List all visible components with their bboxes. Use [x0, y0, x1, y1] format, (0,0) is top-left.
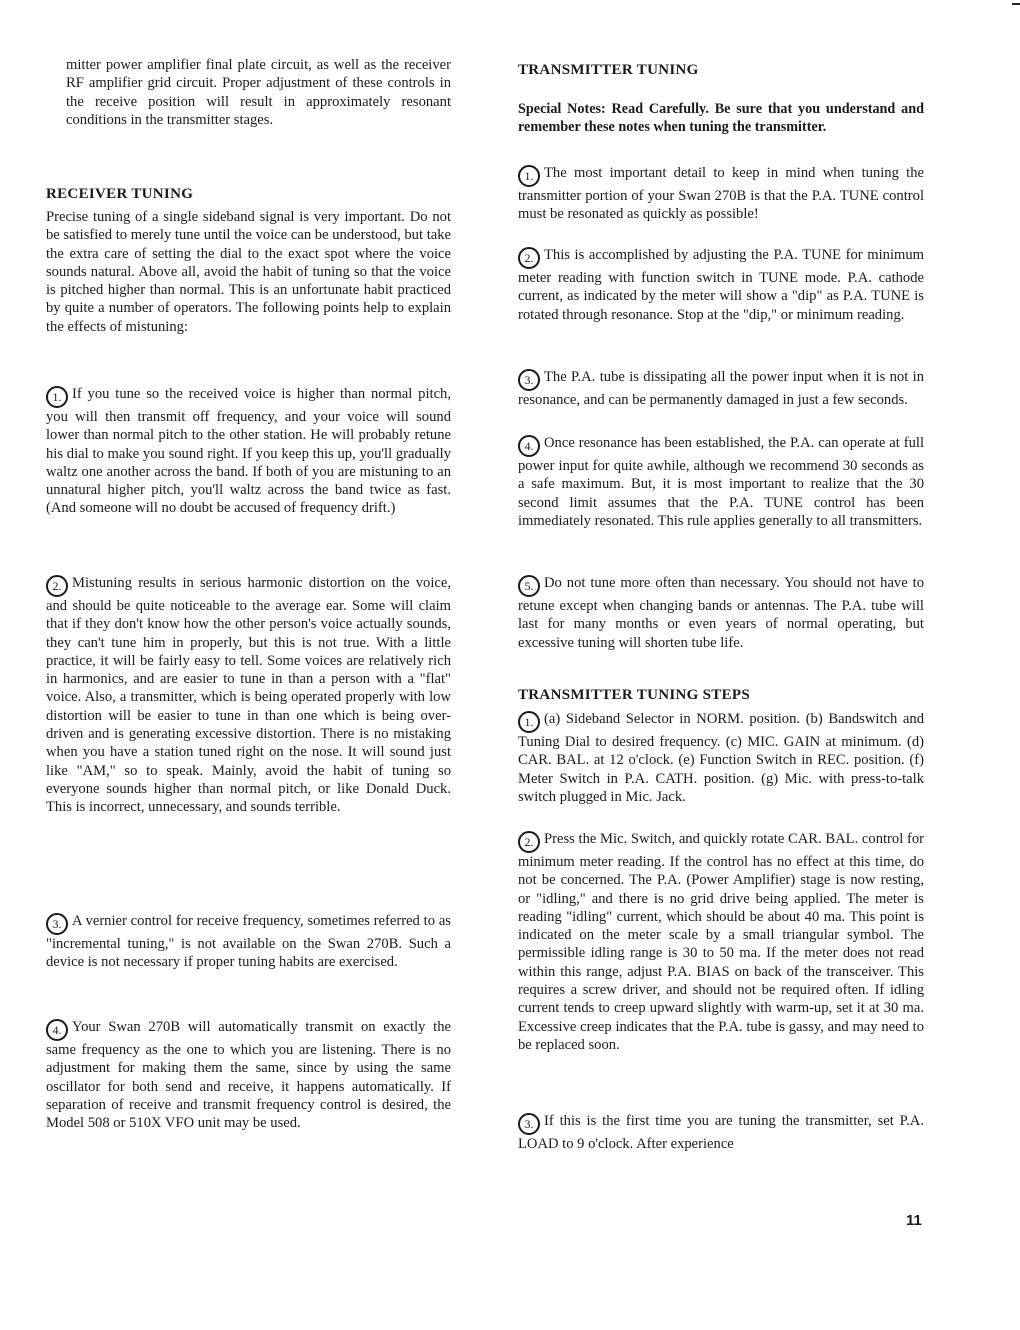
- circled-number-icon: 2.: [518, 247, 540, 269]
- circled-number-icon: 3.: [518, 1113, 540, 1135]
- scan-mark: [1012, 3, 1020, 5]
- circled-number-icon: 4.: [46, 1019, 68, 1041]
- transmitter-note-1: [518, 164, 924, 224]
- receiver-item-1: [46, 385, 451, 518]
- transmitter-note-3: [518, 368, 924, 409]
- item-text: The most important detail to keep in mind when tuning the transmitter portion of your Swan 270B is that the P.A. TUNE control must be resonated as quickly as possible!: [518, 165, 924, 223]
- item-text: This is accomplished by adjusting the P.A. TUNE for minimum meter reading with function switch in TUNE mode. P.A. cathode current, as indicated by the meter will show a "dip" as P.A. TUNE is rotated through resonance. Stop at the "dip," or minimum reading.: [518, 247, 924, 323]
- circled-number-icon: 2.: [518, 831, 540, 853]
- circled-number-icon: 2.: [46, 575, 68, 597]
- receiver-item-2: [46, 574, 451, 817]
- receiver-item-4: [46, 1018, 451, 1132]
- transmitter-note-5: [518, 574, 924, 652]
- special-notes: Special Notes: Read Carefully. Be sure that you understand and remember these notes when tuning the transmitter.: [518, 101, 924, 136]
- receiver-tuning-paragraph: Precise tuning of a single sideband signal is very important. Do not be satisfied to merely tune until the voice can be understood, but take the extra care of setting the dial to the exact spot where the voice sounds natural. Above all, avoid the habit of tuning so that the voice is pitched higher than normal. This is an unfortunate habit practiced by quite a number of operators. The following points help to explain the effects of mistuning:: [46, 209, 451, 335]
- item-text: Your Swan 270B will automatically transmit on exactly the same frequency as the one to which you are listening. There is no adjustment for making them the same, since by using the same oscillator for both send and receive, it happens automatically. If separation of receive and transmit frequency control is desired, the Model 508 or 510X VFO unit may be used.: [46, 1019, 451, 1132]
- item-text: Do not tune more often than necessary. You should not have to retune except when changing bands or antennas. The P.A. tube will last for many months or even years of normal operating, but excessive tuning will shorten tube life.: [518, 575, 924, 651]
- transmitter-note-2: [518, 246, 924, 324]
- circled-number-icon: 4.: [518, 435, 540, 457]
- item-text: A vernier control for receive frequency, sometimes referred to as "incremental tuning," is not available on the Swan 270B. Such a device is not necessary if proper tuning habits are exercised.: [46, 913, 451, 971]
- transmitter-tuning-steps-heading: TRANSMITTER TUNING STEPS: [518, 687, 750, 703]
- item-text: Mistuning results in serious harmonic distortion on the voice, and should be quite noticeable to the average ear. Some will claim that if they don't know how the other person's voice actually sounds, they can't tune him in properly, but this is not true. With a little practice, it will be fairly easy to tell. Some voices are relatively rich in harmonics, and are easier to tune in than a person with a "flat" voice. Also, a transmitter, which is being operated properly with low distortion will be easier to tune in than one which is being over-driven and is generating excessive distortion. There is no mistaking when you have a station tuned right on the nose. It will sound just like "AM," so to speak. Mainly, avoid the habit of tuning so everyone sounds higher than normal pitch, or like Donald Duck. This is incorrect, unnecessary, and sounds terrible.: [46, 575, 451, 816]
- intro-paragraph: mitter power amplifier final plate circuit, as well as the receiver RF amplifier grid circuit. Proper adjustment of these controls in the receive position will result in approximately resonant conditions in the transmitter stages.: [66, 57, 451, 128]
- tuning-step-3: [518, 1112, 924, 1153]
- circled-number-icon: 3.: [46, 913, 68, 935]
- item-text: If you tune so the received voice is higher than normal pitch, you will then transmit off frequency, and your voice will sound lower than normal pitch to the other station. He will probably retune his dial to make you sound right. If you keep this up, you'll gradually waltz one another across the band. If both of you are mistuning to an unnatural higher pitch, you'll waltz across the band twice as fast. (And someone will no doubt be accused of frequency drift.): [46, 386, 451, 517]
- receiver-item-3: [46, 912, 451, 972]
- item-text: Press the Mic. Switch, and quickly rotate CAR. BAL. control for minimum meter reading. If the control has no effect at this time, do not be concerned. The P.A. (Power Amplifier) stage is now resting, or "idling," and there is no grid drive being applied. The meter is reading "idling" current, which should be about 40 ma. This point is indicated on the meter scale by a small triangular symbol. The permissible idling range is 30 to 50 ma. If the meter does not read within this range, adjust P.A. BIAS on back of the transceiver. This requires a screw driver, and should not be required often. If idling current tends to creep upward slightly with warm-up, set it at 30 ma. Excessive creep indicates that the P.A. tube is gassy, and may need to be replaced soon.: [518, 831, 924, 1053]
- tuning-step-1: [518, 710, 924, 806]
- item-text: If this is the first time you are tuning the transmitter, set P.A. LOAD to 9 o'clock. After experience: [518, 1113, 924, 1152]
- item-text: (a) Sideband Selector in NORM. position. (b) Bandswitch and Tuning Dial to desired frequency. (c) MIC. GAIN at minimum. (d) CAR. BAL. at 12 o'clock. (e) Function Switch in REC. position. (f) Meter Switch in P.A. CATH. position. (g) Mic. with press-to-talk switch plugged in Mic. Jack.: [518, 711, 924, 805]
- transmitter-tuning-heading: TRANSMITTER TUNING: [518, 62, 699, 78]
- item-text: The P.A. tube is dissipating all the power input when it is not in resonance, and can be permanently damaged in just a few seconds.: [518, 369, 924, 408]
- circled-number-icon: 1.: [518, 165, 540, 187]
- circled-number-icon: 1.: [518, 711, 540, 733]
- receiver-tuning-heading: RECEIVER TUNING: [46, 186, 194, 202]
- item-text: Once resonance has been established, the P.A. can operate at full power input for quite awhile, although we recommend 30 seconds as a safe maximum. But, it is most important to realize that the 30 second limit assumes that the P.A. TUNE control has been immediately resonated. This rule applies generally to all transmitters.: [518, 435, 924, 529]
- tuning-step-2: [518, 830, 924, 1054]
- page-number: 11: [906, 1212, 922, 1229]
- circled-number-icon: 3.: [518, 369, 540, 391]
- circled-number-icon: 5.: [518, 575, 540, 597]
- circled-number-icon: 1.: [46, 386, 68, 408]
- transmitter-note-4: [518, 434, 924, 530]
